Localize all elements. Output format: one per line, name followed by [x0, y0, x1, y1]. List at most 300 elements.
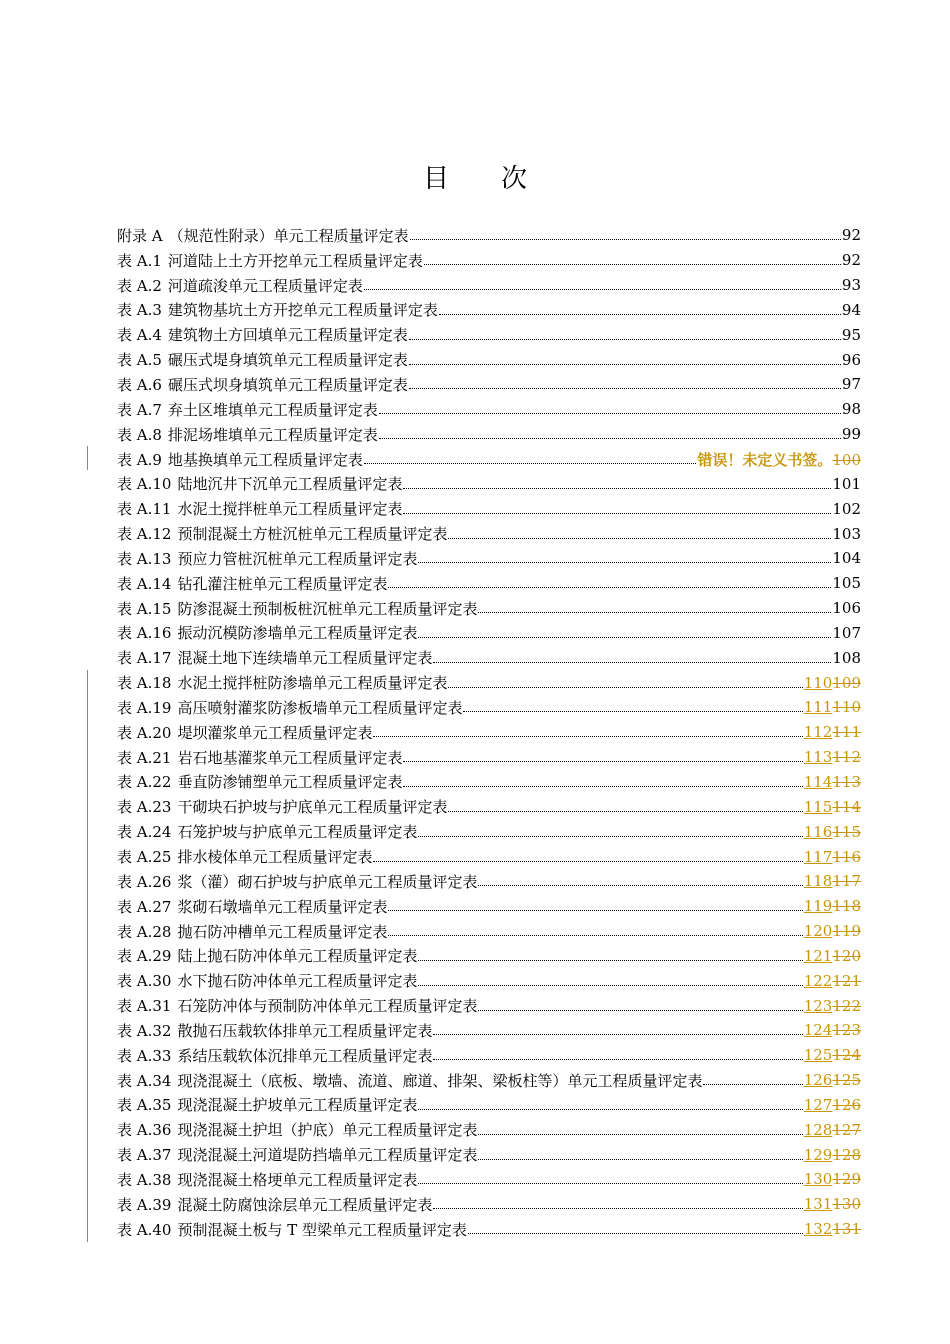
- page-number-inserted[interactable]: 124: [803, 1021, 833, 1040]
- toc-entry[interactable]: [117, 447, 861, 472]
- toc-entry-text: 岩石地基灌浆单元工程质量评定表: [177, 748, 403, 767]
- toc-entry-text: 排水棱体单元工程质量评定表: [177, 848, 373, 867]
- toc-entry[interactable]: [117, 869, 861, 894]
- toc-entry-text: 水泥土搅拌桩防渗墙单元工程质量评定表: [177, 674, 448, 693]
- toc-entry-text: 抛石防冲槽单元工程质量评定表: [177, 922, 388, 941]
- toc-entry[interactable]: [117, 571, 861, 596]
- toc-entry-code: 表 A.11: [117, 500, 172, 519]
- toc-entry-label: [117, 1070, 702, 1091]
- toc-page-number: [832, 475, 861, 493]
- dot-leader: [418, 959, 802, 961]
- page-number-inserted[interactable]: 114: [803, 772, 833, 791]
- toc-entry-text: 河道疏浚单元工程质量评定表: [167, 276, 363, 295]
- page-number-deleted: 129: [832, 1170, 861, 1189]
- page-number-deleted: 126: [832, 1095, 861, 1114]
- toc-entry-label: [117, 324, 408, 345]
- toc-page-number: [804, 723, 861, 741]
- toc-entry-text: 浆（灌）砌石护坡与护底单元工程质量评定表: [177, 872, 478, 891]
- toc-entry-code: 表 A.38: [117, 1170, 172, 1189]
- toc-entry-code: 表 A.19: [117, 698, 172, 717]
- dot-leader: [388, 909, 802, 911]
- toc-entry-label: [117, 598, 477, 619]
- toc-entry-code: 表 A.27: [117, 897, 172, 916]
- toc-entry[interactable]: [117, 1068, 861, 1093]
- toc-entry[interactable]: [117, 645, 861, 670]
- toc-entry[interactable]: [117, 1167, 861, 1192]
- toc-entry-code: 表 A.29: [117, 947, 172, 966]
- toc-page-number: [804, 1195, 861, 1213]
- dot-leader: [703, 1083, 802, 1085]
- change-bar: [87, 446, 88, 470]
- toc-page-number: [804, 1071, 861, 1089]
- page-number: 96: [841, 350, 861, 369]
- dot-leader: [478, 1133, 802, 1135]
- page-number-inserted[interactable]: 128: [803, 1120, 833, 1139]
- dot-leader: [410, 238, 841, 240]
- toc-entry[interactable]: [117, 621, 861, 646]
- toc-entry-text: 垂直防渗铺塑单元工程质量评定表: [177, 773, 403, 792]
- page-number-deleted: 128: [832, 1145, 861, 1164]
- toc-page-number: [842, 226, 861, 244]
- toc-entry-label: [117, 796, 447, 817]
- toc-entry-code: 表 A.6: [117, 375, 162, 394]
- toc-entry-code: 表 A.23: [117, 798, 172, 817]
- table-of-contents: [117, 223, 861, 1242]
- dot-leader: [468, 1232, 803, 1234]
- dot-leader: [409, 338, 841, 340]
- toc-entry[interactable]: [117, 1093, 861, 1118]
- toc-entry-label: [117, 970, 417, 991]
- toc-entry-label: [117, 573, 387, 594]
- page-number: 93: [841, 276, 861, 295]
- toc-entry-text: 陆上抛石防冲体单元工程质量评定表: [177, 947, 418, 966]
- toc-entry[interactable]: [117, 596, 861, 621]
- toc-entry-text: 预制混凝土板与 T 型梁单元工程质量评定表: [177, 1220, 468, 1239]
- toc-entry-label: [117, 399, 378, 420]
- toc-entry[interactable]: [117, 1043, 861, 1068]
- toc-page-number: [804, 698, 861, 716]
- dot-leader: [433, 661, 831, 663]
- toc-entry-label: [117, 896, 387, 917]
- toc-entry-text: 系结压载软体沉排单元工程质量评定表: [177, 1046, 433, 1065]
- page-number-deleted: 131: [832, 1220, 861, 1239]
- toc-entry-text: 建筑物基坑土方开挖单元工程质量评定表: [167, 301, 438, 320]
- dot-leader: [424, 263, 841, 265]
- dot-leader: [448, 810, 802, 812]
- toc-entry-text: 现浇混凝土护坡单元工程质量评定表: [177, 1096, 418, 1115]
- toc-entry-code: 表 A.7: [117, 400, 162, 419]
- toc-entry[interactable]: [117, 248, 861, 273]
- toc-entry-code: 表 A.16: [117, 624, 172, 643]
- page-number-deleted: 115: [832, 822, 861, 841]
- toc-entry-text: 现浇混凝土（底板、墩墙、流道、廊道、排架、梁板柱等）单元工程质量评定表: [177, 1071, 703, 1090]
- toc-page-number: [804, 972, 861, 990]
- toc-entry[interactable]: [117, 844, 861, 869]
- toc-entry[interactable]: [117, 471, 861, 496]
- dot-leader: [409, 363, 841, 365]
- toc-page-number: [832, 525, 861, 543]
- toc-page-number: [832, 549, 861, 567]
- dot-leader: [478, 884, 802, 886]
- toc-page-number: [804, 1046, 861, 1064]
- toc-entry-text: 水下抛石防冲体单元工程质量评定表: [177, 972, 418, 991]
- dot-leader: [418, 561, 831, 563]
- toc-page-number: [842, 425, 861, 443]
- page-number-deleted: 119: [832, 922, 861, 941]
- toc-entry-label: [117, 747, 402, 768]
- dot-leader: [409, 387, 841, 389]
- toc-entry-label: [117, 498, 402, 519]
- toc-entry[interactable]: [117, 794, 861, 819]
- toc-entry[interactable]: [117, 347, 861, 372]
- dot-leader: [379, 412, 841, 414]
- title-char-1: 目: [422, 164, 449, 194]
- page-number-inserted[interactable]: 117: [803, 847, 833, 866]
- toc-page-number: [804, 848, 861, 866]
- page-number: 92: [841, 251, 861, 270]
- page-number-deleted: 117: [832, 872, 861, 891]
- page-number-inserted[interactable]: 129: [803, 1145, 833, 1164]
- toc-entry-code: 表 A.9: [117, 450, 162, 469]
- toc-entry[interactable]: [117, 298, 861, 323]
- toc-page-number: [697, 449, 861, 470]
- toc-entry[interactable]: [117, 521, 861, 546]
- toc-entry[interactable]: [117, 943, 861, 968]
- toc-page-number: [804, 922, 861, 940]
- page-number: 103: [832, 524, 861, 543]
- toc-entry-text: 水泥土搅拌桩单元工程质量评定表: [177, 500, 403, 519]
- toc-entry-text: 混凝土防腐蚀涂层单元工程质量评定表: [177, 1195, 433, 1214]
- page-number: 106: [832, 599, 861, 618]
- toc-entry[interactable]: [117, 745, 861, 770]
- toc-page-number: [842, 351, 861, 369]
- toc-entry-label: [117, 1045, 432, 1066]
- toc-entry-text: 振动沉模防渗墙单元工程质量评定表: [177, 624, 418, 643]
- toc-entry-text: 碾压式坝身填筑单元工程质量评定表: [167, 375, 408, 394]
- page-title: [0, 158, 950, 195]
- dot-leader: [418, 984, 802, 986]
- toc-entry[interactable]: [117, 1018, 861, 1043]
- toc-entry-text: 钻孔灌注桩单元工程质量评定表: [177, 574, 388, 593]
- toc-entry[interactable]: [117, 819, 861, 844]
- toc-page-number: [842, 375, 861, 393]
- toc-entry-label: [117, 250, 423, 271]
- toc-entry[interactable]: [117, 919, 861, 944]
- page-number-deleted: 113: [832, 772, 861, 791]
- dot-leader: [379, 437, 841, 439]
- page-number-inserted[interactable]: 123: [803, 996, 833, 1015]
- toc-entry-text: 河道陆上土方开挖单元工程质量评定表: [167, 251, 423, 270]
- toc-entry-code: 表 A.25: [117, 848, 172, 867]
- toc-entry-code: 表 A.13: [117, 549, 172, 568]
- toc-entry-label: [117, 473, 402, 494]
- toc-entry-text: 浆砌石墩墙单元工程质量评定表: [177, 897, 388, 916]
- page-number-inserted[interactable]: 130: [803, 1170, 833, 1189]
- toc-page-number: [804, 1096, 861, 1114]
- toc-entry-text: 石笼防冲体与预制防冲体单元工程质量评定表: [177, 997, 478, 1016]
- toc-entry-code: 表 A.12: [117, 525, 172, 544]
- toc-entry[interactable]: [117, 322, 861, 347]
- page-number-inserted[interactable]: 112: [803, 723, 833, 742]
- page-number-inserted[interactable]: 125: [803, 1046, 833, 1065]
- toc-entry-label: [117, 449, 363, 470]
- toc-entry[interactable]: [117, 1192, 861, 1217]
- toc-entry-text: 地基换填单元工程质量评定表: [167, 450, 363, 469]
- toc-entry-code: 表 A.37: [117, 1146, 172, 1165]
- change-bar: [87, 670, 88, 1242]
- toc-entry-label: [117, 945, 417, 966]
- toc-entry[interactable]: [117, 496, 861, 521]
- title-char-2: 次: [501, 164, 528, 194]
- toc-entry-code: 附录 A: [117, 226, 163, 245]
- page-number-inserted[interactable]: 115: [803, 797, 833, 816]
- page-number: 105: [832, 574, 861, 593]
- toc-entry-label: [117, 225, 409, 246]
- toc-page-number: [804, 947, 861, 965]
- page-number: 102: [832, 499, 861, 518]
- toc-entry-code: 表 A.15: [117, 599, 172, 618]
- toc-page-number: [804, 748, 861, 766]
- toc-entry-label: [117, 424, 378, 445]
- toc-entry-text: 石笼护坡与护底单元工程质量评定表: [177, 823, 418, 842]
- toc-entry-text: 高压喷射灌浆防渗板墙单元工程质量评定表: [177, 698, 463, 717]
- dot-leader: [364, 288, 841, 290]
- toc-entry-text: 防渗混凝土预制板桩沉桩单元工程质量评定表: [177, 599, 478, 618]
- toc-entry-label: [117, 921, 387, 942]
- toc-page-number: [842, 326, 861, 344]
- toc-entry-code: 表 A.36: [117, 1121, 172, 1140]
- toc-entry[interactable]: [117, 894, 861, 919]
- toc-entry-text: 堤坝灌浆单元工程质量评定表: [177, 723, 373, 742]
- toc-entry-text: 混凝土地下连续墙单元工程质量评定表: [177, 649, 433, 668]
- toc-entry-code: 表 A.24: [117, 823, 172, 842]
- page-number-inserted[interactable]: 116: [803, 822, 833, 841]
- toc-entry-text: （规范性附录）单元工程质量评定表: [168, 226, 409, 245]
- dot-leader: [403, 512, 831, 514]
- toc-entry-code: 表 A.2: [117, 276, 162, 295]
- page-number-deleted: 109: [832, 673, 861, 692]
- toc-entry-code: 表 A.4: [117, 326, 162, 345]
- page-number: 92: [841, 226, 861, 245]
- dot-leader: [418, 1108, 802, 1110]
- toc-page-number: [804, 773, 861, 791]
- toc-entry-label: [117, 1219, 467, 1240]
- dot-leader: [373, 860, 802, 862]
- toc-page-number: [804, 823, 861, 841]
- toc-entry-label: [117, 349, 408, 370]
- toc-entry[interactable]: [117, 422, 861, 447]
- toc-entry-code: 表 A.32: [117, 1021, 172, 1040]
- toc-page-number: [842, 276, 861, 294]
- dot-leader: [373, 735, 802, 737]
- toc-entry-code: 表 A.3: [117, 301, 162, 320]
- toc-entry-label: [117, 1094, 417, 1115]
- page-number-deleted: 118: [832, 897, 861, 916]
- toc-entry-code: 表 A.20: [117, 723, 172, 742]
- page-number-inserted[interactable]: 111: [803, 698, 833, 717]
- dot-leader: [463, 710, 802, 712]
- toc-entry[interactable]: [117, 1217, 861, 1242]
- toc-entry-label: [117, 871, 477, 892]
- page-number-deleted: 121: [832, 971, 861, 990]
- toc-page-number: [804, 1220, 861, 1238]
- dot-leader: [364, 462, 696, 464]
- dot-leader: [403, 785, 802, 787]
- toc-page-number: [842, 301, 861, 319]
- page-number-inserted[interactable]: 119: [803, 897, 833, 916]
- page-number-deleted: 130: [832, 1195, 861, 1214]
- toc-page-number: [832, 599, 861, 617]
- toc-entry[interactable]: [117, 1117, 861, 1142]
- dot-leader: [418, 835, 802, 837]
- toc-page-number: [804, 1146, 861, 1164]
- toc-entry[interactable]: [117, 695, 861, 720]
- page-number: 98: [841, 400, 861, 419]
- toc-entry[interactable]: [117, 372, 861, 397]
- toc-page-number: [804, 1121, 861, 1139]
- toc-entry-code: 表 A.17: [117, 649, 172, 668]
- page-number-deleted: 125: [832, 1071, 861, 1090]
- toc-page-number: [804, 1021, 861, 1039]
- toc-entry-code: 表 A.26: [117, 872, 172, 891]
- toc-entry-label: [117, 672, 447, 693]
- toc-entry-label: [117, 1119, 477, 1140]
- toc-entry-text: 预应力管桩沉桩单元工程质量评定表: [177, 549, 418, 568]
- page-number: 94: [841, 300, 861, 319]
- toc-entry-text: 现浇混凝土格埂单元工程质量评定表: [177, 1170, 418, 1189]
- page-number-inserted[interactable]: 126: [803, 1071, 833, 1090]
- toc-entry-label: [117, 722, 372, 743]
- toc-entry-text: 弃土区堆填单元工程质量评定表: [167, 400, 378, 419]
- toc-entry-text: 现浇混凝土河道堤防挡墙单元工程质量评定表: [177, 1146, 478, 1165]
- toc-page-number: [804, 674, 861, 692]
- toc-entry-label: [117, 1194, 432, 1215]
- page-number-inserted[interactable]: 127: [803, 1095, 833, 1114]
- toc-entry-code: 表 A.1: [117, 251, 162, 270]
- page-number-inserted[interactable]: 132: [803, 1220, 833, 1239]
- page-number-deleted: 112: [832, 748, 861, 767]
- toc-page-number: [832, 624, 861, 642]
- toc-entry-code: 表 A.30: [117, 972, 172, 991]
- page-number-inserted[interactable]: 118: [803, 872, 833, 891]
- toc-entry-code: 表 A.33: [117, 1046, 172, 1065]
- toc-entry-label: [117, 846, 372, 867]
- toc-entry[interactable]: [117, 223, 861, 248]
- toc-entry[interactable]: [117, 397, 861, 422]
- toc-entry-label: [117, 1144, 477, 1165]
- dot-leader: [433, 1207, 802, 1209]
- toc-entry-code: 表 A.22: [117, 773, 172, 792]
- dot-leader: [439, 313, 841, 315]
- toc-entry-label: [117, 275, 363, 296]
- dot-leader: [478, 1158, 802, 1160]
- toc-entry-label: [117, 1169, 417, 1190]
- toc-entry[interactable]: [117, 546, 861, 571]
- toc-entry-code: 表 A.40: [117, 1220, 172, 1239]
- toc-entry[interactable]: [117, 1142, 861, 1167]
- toc-entry[interactable]: [117, 968, 861, 993]
- toc-entry-label: [117, 299, 438, 320]
- page-number-inserted[interactable]: 131: [803, 1195, 833, 1214]
- page-number: 101: [832, 474, 861, 493]
- toc-page-number: [832, 649, 861, 667]
- toc-entry-text: 干砌块石护坡与护底单元工程质量评定表: [177, 798, 448, 817]
- toc-entry[interactable]: [117, 993, 861, 1018]
- page-number-inserted[interactable]: 113: [803, 748, 833, 767]
- toc-entry-text: 现浇混凝土护坦（护底）单元工程质量评定表: [177, 1121, 478, 1140]
- page-number-inserted[interactable]: 120: [803, 922, 833, 941]
- toc-entry[interactable]: [117, 720, 861, 745]
- page-number: 95: [841, 325, 861, 344]
- toc-entry-label: [117, 821, 417, 842]
- page-number-deleted: 120: [832, 946, 861, 965]
- page-number-deleted: 127: [832, 1120, 861, 1139]
- toc-entry[interactable]: [117, 670, 861, 695]
- dot-leader: [448, 537, 831, 539]
- page-number: 97: [841, 375, 861, 394]
- page-number-inserted[interactable]: 121: [803, 946, 833, 965]
- toc-entry-text: 建筑物土方回填单元工程质量评定表: [167, 326, 408, 345]
- toc-entry-label: [117, 548, 417, 569]
- toc-entry-code: 表 A.21: [117, 748, 172, 767]
- toc-entry-code: 表 A.14: [117, 574, 172, 593]
- toc-entry-code: 表 A.5: [117, 351, 162, 370]
- dot-leader: [418, 1182, 802, 1184]
- page-number-deleted: 122: [832, 996, 861, 1015]
- dot-leader: [403, 760, 802, 762]
- dot-leader: [433, 1033, 802, 1035]
- dot-leader: [418, 636, 831, 638]
- toc-page-number: [804, 872, 861, 890]
- page-number: 99: [841, 425, 861, 444]
- toc-page-number: [832, 500, 861, 518]
- dot-leader: [478, 611, 831, 613]
- toc-page-number: [804, 1170, 861, 1188]
- toc-entry-code: 表 A.34: [117, 1071, 172, 1090]
- toc-entry-code: 表 A.31: [117, 997, 172, 1016]
- page-number-deleted: 111: [832, 723, 861, 742]
- page-number-inserted[interactable]: 122: [803, 971, 833, 990]
- page-number-deleted: 110: [832, 698, 861, 717]
- toc-page-number: [804, 798, 861, 816]
- toc-page-number: [832, 574, 861, 592]
- dot-leader: [388, 934, 802, 936]
- toc-entry-label: [117, 523, 447, 544]
- toc-entry[interactable]: [117, 770, 861, 795]
- toc-entry-label: [117, 647, 432, 668]
- bookmark-error: 错误！未定义书签。: [697, 450, 833, 469]
- page-number: 107: [832, 623, 861, 642]
- dot-leader: [388, 586, 831, 588]
- toc-entry-code: 表 A.18: [117, 674, 172, 693]
- toc-entry-label: [117, 697, 462, 718]
- page-number-deleted: 114: [832, 797, 861, 816]
- toc-entry-text: 排泥场堆填单元工程质量评定表: [167, 425, 378, 444]
- toc-entry[interactable]: [117, 273, 861, 298]
- page-number-inserted[interactable]: 110: [803, 673, 833, 692]
- toc-entry-text: 预制混凝土方桩沉桩单元工程质量评定表: [177, 525, 448, 544]
- toc-page-number: [804, 997, 861, 1015]
- toc-entry-label: [117, 771, 402, 792]
- toc-entry-code: 表 A.39: [117, 1195, 172, 1214]
- toc-page-number: [842, 400, 861, 418]
- page-number-deleted: 100: [832, 450, 861, 469]
- dot-leader: [448, 686, 802, 688]
- page-number: 108: [832, 648, 861, 667]
- toc-entry-label: [117, 374, 408, 395]
- toc-entry-label: [117, 995, 477, 1016]
- dot-leader: [478, 1009, 802, 1011]
